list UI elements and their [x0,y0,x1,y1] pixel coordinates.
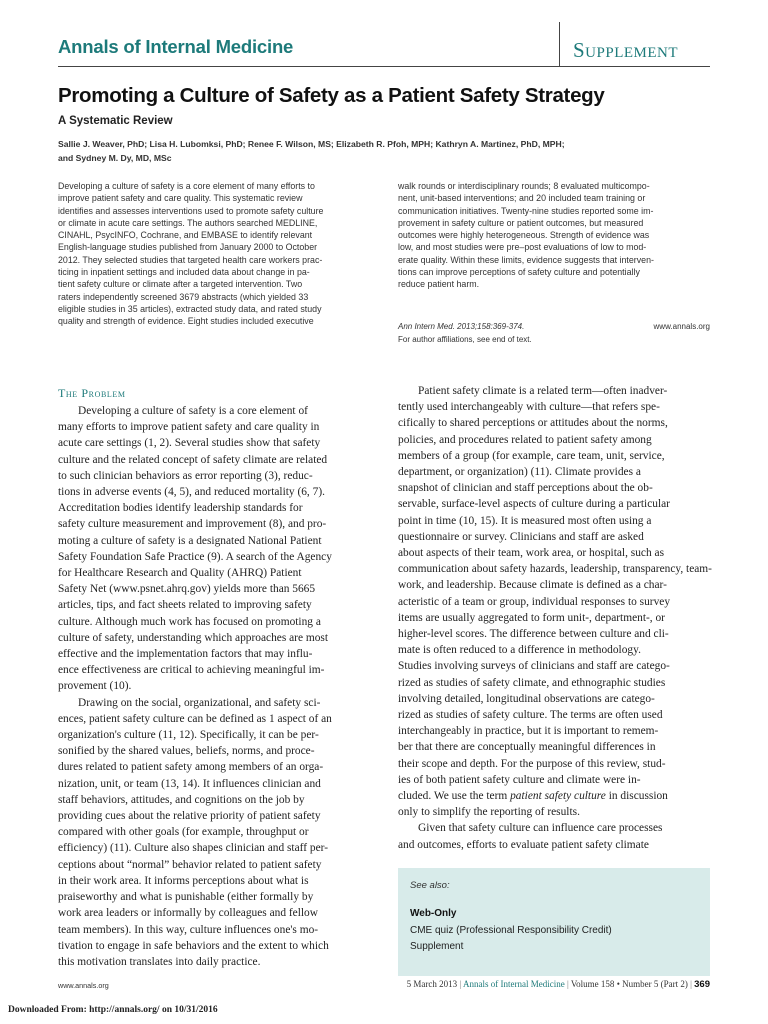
body-line: Studies involving surveys of clinicians and staff are catego- [398,660,670,673]
abstract-line: raters independently screened 3679 abstracts (which yielded 33 [58,291,309,302]
body-line: this motivation translates into daily practice. [58,955,261,968]
paragraph-first-line: Patient safety climate is a related term—often inadver- [418,385,668,397]
abstract-line: erate quality. Within these limits, evidence suggests that interven- [398,254,654,265]
body-line: higher-level scores. The difference between culture and cli- [398,628,669,641]
abstract-line: identifies and assesses interventions used to promote safety culture [58,205,324,216]
abstract-line: communication initiatives. Twenty-nine studies reported some im- [398,205,654,216]
body-line: policies, and procedures related to patient safety among [398,433,652,446]
abstract-line: reduce patient harm. [398,279,480,290]
footer-volume: Volume 158 [570,979,615,989]
body-line: safety culture measurement and improvement (8), and pro- [58,518,327,531]
body-line: team members). In this way, culture influences one's mo- [58,923,319,936]
abstract-line: provement in safety culture or patient outcomes, but measured [398,217,644,228]
author-list [58,137,698,165]
section-heading: The Problem [58,386,126,400]
body-line: their scope and depth. For the purpose of this review, stud- [398,757,666,770]
abstract-line: low, and most studies were pre–post evaluations of low to mod- [398,242,647,253]
see-also-heading: Web-Only [410,908,457,919]
body-line: members of a group (for example, care team, unit, service, [398,449,665,462]
body-line: work area leaders or informally by colleagues and fellow [58,907,318,920]
body-line: providing cues about the relative priority of patient safety [58,810,321,823]
body-line: praiseworthy and what is punishable (either formally by [58,891,314,904]
body-line: provement (10). [58,680,132,693]
author-line: Sallie J. Weaver, PhD; Lisa H. Lubomksi, PhD; Renee F. Wilson, MS; Elizabeth R. Pfoh, MPH; Kathryn A. Martinez, PhD, MPH; [58,139,565,149]
body-line: Safety Foundation Safe Practice (9). A search of the Agency [58,550,332,563]
body-line: moting a culture of safety is a designated National Patient [58,534,322,547]
body-line: dures related to patient safety among members of an orga- [58,761,324,774]
article-title: Promoting a Culture of Safety as a Patient Safety Strategy [58,84,605,107]
website-link[interactable]: www.annals.org [653,322,710,331]
body-line: cifically to shared perceptions or attitudes about the norms, [398,417,668,430]
body-line: in their work area. It informs perceptions about what is [58,874,309,887]
abstract-line: or climate in acute care settings. The authors searched MEDLINE, [58,217,318,228]
paragraph-first-line: Drawing on the social, organizational, and safety sci- [78,696,321,709]
footer-issue-info: 5 March 2013 | Annals of Internal Medicine | Volume 158 • Number 5 (Part 2) | 369 [406,979,710,990]
body-line: mate is often reduced to a difference in methodology. [398,644,641,657]
footer-date: 5 March 2013 [406,979,458,989]
abstract-right-column [398,180,710,291]
body-line: staff behaviors, attitudes, and cognitions on the job by [58,793,305,806]
header-vertical-divider [559,22,560,66]
footer-journal: Annals of Internal Medicine [462,979,565,989]
body-line: ber that there are conceptually meaningful differences in [398,741,656,754]
body-line: Accreditation bodies identify leadership standards for [58,502,303,515]
affiliations-note: For author affiliations, see end of text. [398,335,532,344]
body-line: snapshot of clinician and staff perceptions about the ob- [398,482,653,495]
abstract-left-column [58,180,370,328]
journal-name: Annals of Internal Medicine [58,36,294,57]
body-line: questionnaire or survey. Clinicians and staff are asked [398,530,644,543]
article-subtitle: A Systematic Review [58,115,173,127]
see-also-box [398,868,710,976]
abstract-line: Developing a culture of safety is a core element of many efforts to [58,181,315,191]
body-line: ies of both patient safety culture and climate were in- [398,773,641,786]
body-line: Safety Net (www.psnet.ahrq.gov) yields more than 5665 [58,583,316,596]
footer-website[interactable]: www.annals.org [58,981,109,990]
body-line: acute care settings (1, 2). Several studies show that safety [58,437,321,450]
download-note: Downloaded From: http://annals.org/ on 10/31/2016 [8,1005,218,1015]
body-line: rized as studies of safety culture. The terms are often used [398,709,663,722]
body-line: ceptions about “normal” behavior related to patient safety [58,858,322,871]
citation-block [398,320,710,346]
body-line: ences, patient safety culture can be defined as 1 aspect of an [58,712,332,725]
body-line: point in time (10, 15). It is measured most often using a [398,514,652,527]
header-divider [58,66,710,67]
body-line: involving detailed, longitudinal observations are catego- [398,692,655,705]
body-line: about aspects of their team, work area, or hospital, such as [398,547,665,560]
citation-text: Ann Intern Med. 2013;158:369-374. [398,322,525,331]
body-line: ence effectiveness are critical to achieving meaningful im- [58,664,325,677]
body-line: acteristic of a team or group, individual responses to survey [398,595,671,608]
body-line: sonified by the shared values, beliefs, norms, and proce- [58,745,315,758]
body-line: rized as studies of safety climate, and ethnographic studies [398,676,666,689]
footer-bullet: • [616,979,620,989]
body-line: interchangeably in practice, but it is important to remem- [398,725,659,738]
abstract-line: tions can improve perceptions of safety culture and potentially [398,267,640,278]
body-line: communication about safety hazards, leadership, transparency, team- [398,563,712,576]
body-line: compared with other goals (for example, throughput or [58,826,309,839]
abstract-line: outcomes were highly heterogeneous. Strength of evidence was [398,230,650,241]
author-line: and Sydney M. Dy, MD, MSc [58,153,172,163]
abstract-line: ticing in inpatient settings and included data about change in pa- [58,267,310,278]
body-line-italic: cluded. We use the term patient safety culture in discussion [398,790,668,803]
body-line: organization's culture (11, 12). Specifically, it can be per- [58,729,319,742]
body-line: tivation to engage in safe behaviors and the extent to which [58,939,329,952]
supplement-label: Supplement [573,38,679,62]
body-line: many efforts to improve patient safety and care quality in [58,421,320,434]
see-also-link-cme-quiz[interactable]: CME quiz (Professional Responsibility Credit) [410,925,612,936]
body-line: effective and the implementation factors that may influ- [58,648,313,661]
page-number: 369 [694,979,710,990]
body-line: culture and the related concept of safety climate are related [58,453,328,466]
body-line: to such clinician behaviors as error reporting (3), reduc- [58,469,313,482]
abstract-line: 2012. They selected studies that targeted health care workers prac- [58,254,323,265]
see-also-label: See also: [410,880,450,891]
abstract-line: nent, unit-based interventions; and 20 included team training or [398,193,646,204]
body-line: culture. Although much work has focused on promoting a [58,615,321,628]
body-line: efficiency) (11). Culture also shapes clinician and staff per- [58,842,328,855]
abstract-line: improve patient safety and care quality. This systematic review [58,193,303,204]
paragraph-first-line: Developing a culture of safety is a core element of [78,405,308,417]
see-also-link-supplement[interactable]: Supplement [410,941,464,952]
abstract-line: eligible studies in 35 articles), extracted study data, and rated study [58,303,322,314]
abstract-line: tient safety culture or climate after a targeted intervention. Two [58,279,303,290]
body-left-column [58,403,370,970]
body-line: and outcomes, efforts to evaluate patient safety climate [398,838,649,851]
body-line: nization, unit, or team (13, 14). It influences clinician and [58,777,321,790]
footer-number: Number 5 (Part 2) [622,979,688,989]
abstract-line: walk rounds or interdisciplinary rounds; 8 evaluated multicompo- [398,181,650,191]
abstract-line: English-language studies published from January 2000 to October [58,242,318,253]
body-line: culture of safety, understanding which approaches are most [58,631,329,644]
body-line: tions in adverse events (4, 5), and reduced mortality (6, 7). [58,486,325,499]
body-line: items are usually aggregated to form unit-, department-, or [398,611,665,624]
body-line: articles, tips, and fact sheets related to improving safety [58,599,312,612]
body-line: tently used interchangeably with culture—that refers spe- [398,401,660,414]
abstract-line: quality and strength of evidence. Eight studies included executive [58,316,314,327]
body-right-column [398,383,710,853]
body-line: servable, surface-level aspects of culture during a particular [398,498,670,511]
abstract-line: CINAHL, PsycINFO, Cochrane, and EMBASE to identify relevant [58,230,313,241]
body-line: only to simplify the reporting of results. [398,806,580,819]
body-line: work, and leadership. Because climate is defined as a char- [398,579,667,592]
body-line: department, or organization) (11). Climate provides a [398,466,641,479]
paragraph-first-line: Given that safety culture can influence care processes [418,822,663,835]
body-line: for Healthcare Research and Quality (AHRQ) Patient [58,567,302,580]
